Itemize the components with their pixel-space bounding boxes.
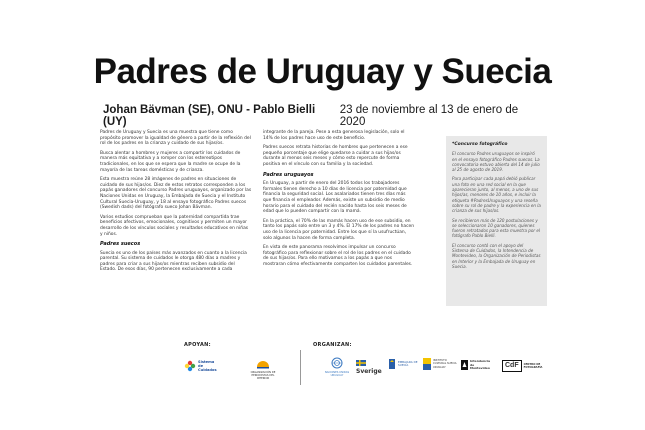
- logo-onu: [323, 357, 351, 377]
- cuidados-flower-icon: [184, 360, 196, 372]
- logo-text: Sistema de Cuidados: [198, 360, 217, 372]
- logo-text: ORGANIZACIÓN DE PERIODISTAS DEL INTERIOR: [250, 371, 276, 380]
- paragraph: En vista de este panorama resolvimos impulsar un concurso fotográfico para reflexionar sobre el rol de los padres en el cuidado de sus hijas/os. Para ello motivamos a los papás a que nos mostraran cómo efectivamente comparten los cuidados parentales.: [263, 245, 413, 267]
- text-column-2: [263, 130, 415, 271]
- logo-embajada-suecia: [388, 358, 420, 370]
- paragraph: Esta muestra reúne 28 imágenes de padres en situaciones de cuidado de sus hijas/os. Diez de estos retratos corresponden a los papás ganadores del concurso Padres uruguayos, organizado por las Naciones Unidas en Uruguay, la Embajada de Suecia y el Instituto Cultural Suecia-Uruguay, y 18 al ensayo fotográfico Padres suecos (Swedish dads) del fotógrafo sueco Johan Bävman.: [100, 177, 252, 211]
- logo-sverige: [356, 360, 386, 375]
- sidebar-heading: *Concurso fotográfico: [452, 142, 508, 147]
- sidebar-paragraph: Para participar cada papá debió publicar una foto en una red social en la que aparecieran junto, al menos, a uno de sus hijos/as, menores de 10 años, e incluir la etiqueta #PadresUruguayos y una reseña sobre su rol de padre y la experiencia en la crianza de sus hijas/os.: [452, 176, 541, 214]
- logo-text: NACIONES UNIDAS URUGUAY: [324, 371, 350, 377]
- logo-cdf: [502, 360, 542, 372]
- montevideo-emblem-icon: [461, 360, 468, 370]
- organizan-label: ORGANIZAN:: [313, 342, 352, 348]
- paragraph: Padres de Uruguay y Suecia es una muestra que tiene como propósito promover la igualdad de género a partir de la reflexión del rol de los padres en la crianza y cuidado de sus hijas/os.: [100, 130, 251, 147]
- paragraph: Busca alentar a hombres y mujeres a compartir los cuidados de manera más equitativa y a romper con los estereotipos tradicionales, en los que se espera que la madre se ocupe de la mayoría de las tareas domésticas y de crianza.: [100, 150, 241, 173]
- opi-sun-icon: [256, 357, 270, 369]
- sweden-flag-icon: [356, 360, 366, 366]
- exhibition-dates: 23 de noviembre al 13 de enero de 2020: [339, 104, 519, 128]
- sidebar-paragraph: El concurso contó con el apoyo del Sistema de Cuidados, la Intendencia de Montevideo, la Organización de Periodistas en Interior y la Embajada de Uruguay en Suecia.: [452, 242, 541, 269]
- section-heading-suecos: Padres suecos: [100, 241, 141, 248]
- logo-text: Intendencia de Montevideo: [470, 359, 491, 371]
- apoyan-label: APOYAN:: [184, 342, 211, 348]
- paragraph: Padres suecos retrata historias de hombres que pertenecen a ese pequeño porcentaje que elige quedarse a cuidar a sus hijas/os durante al menos seis meses y cómo esto repercute de forma positiva en el vínculo con su familia y la sociedad.: [263, 145, 408, 167]
- paragraph: integrante de la pareja. Pese a esta generosa legislación, solo el 14% de los padres hace uso de este beneficio.: [263, 130, 405, 141]
- contest-sidebar: [446, 136, 547, 306]
- sidebar-paragraph: Se recibieron más de 120 postulaciones y se seleccionaron 10 ganadores, quienes fueron retratados para esta muestra por el fotógrafo Pablo Bielli.: [452, 217, 541, 239]
- sidebar-paragraph: El concurso Padres uruguayos se inspiró en el ensayo fotográfico Padres suecos. La convocatoria estuvo abierta del 14 de julio al 25 de agosto de 2019.: [452, 151, 540, 173]
- section-heading-uruguayos: Padres uruguayos: [263, 171, 314, 178]
- logo-opi: [246, 357, 280, 380]
- subtitle-row: [103, 104, 545, 128]
- paragraph: Suecia es uno de los países más avanzados en cuanto a la licencia parental. Su sistema de cuidados le otorga 480 días a madres y padres para criar a sus hijas/os mientras reciben subsidio del Estado. De esos días, 90 pertenecen exclusivamente a cada: [100, 250, 247, 273]
- text-column-1: [100, 130, 252, 277]
- crown-emblem-icon: [388, 358, 396, 370]
- logo-instituto-cultural: [423, 358, 459, 370]
- paragraph: En la práctica, el 70% de las mamás hacen uso de ese subsidio, en tanto los papás solo entre un 3 y 4%. El 17% de los padres no hacen uso de la licencia por paternidad. Entre los que sí la usufructúan, solo algunos la hacen de forma completa.: [263, 218, 415, 241]
- paragraph: En Uruguay, a partir de enero del 2016 todos los trabajadores formales tienen derecho a 10 días de licencia por paternidad que financia la seguridad social. Los asalariados tienen tres días más que financia el empleador. Además, existe un subsidio de medio horario para el cuidado del recién nacido hasta los seis meses de edad que lo pueden compartir con la mamá.: [263, 181, 407, 215]
- logo-text: Sverige: [356, 368, 382, 375]
- page-title: Padres de Uruguay y Suecia: [93, 52, 552, 91]
- logo-intendencia: [461, 360, 495, 371]
- divider: [300, 350, 301, 385]
- logo-sistema-cuidados: [184, 360, 220, 372]
- logo-text: CENTRO DE FOTOGRAFÍA: [523, 363, 543, 369]
- logo-text: INSTITUTO CULTURAL SUECIA URUGUAY: [433, 359, 457, 369]
- cdf-mark: CdF: [502, 360, 522, 372]
- paragraph: Varios estudios comprueban que la paternidad compartida trae beneficios afectivos, emocionales, cognitivos y permiten un mayor desarrollo de los vínculos sociales y resultados educativos en niñas y niños.: [100, 214, 249, 237]
- flags-icon: [423, 358, 431, 370]
- un-emblem-icon: [331, 357, 343, 369]
- authors: Johan Bävman (SE), ONU - Pablo Bielli (UY): [103, 104, 316, 128]
- logo-text: EMBAJADA DE SUECIA: [398, 359, 418, 367]
